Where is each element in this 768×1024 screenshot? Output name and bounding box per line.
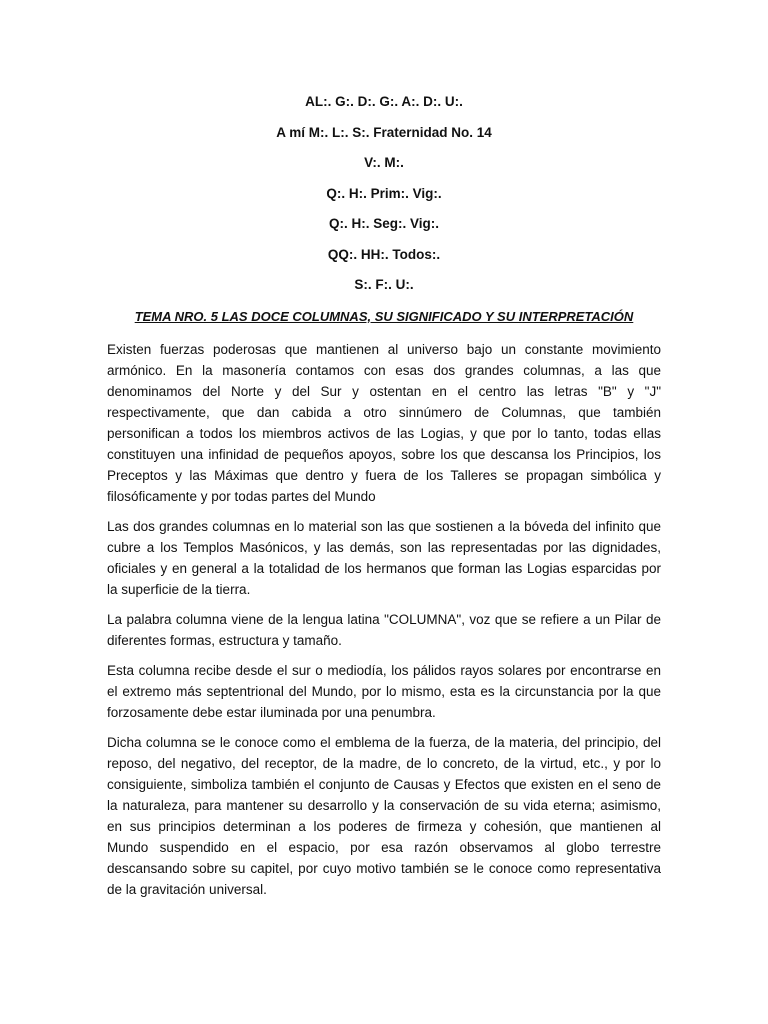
header-line-second-warden: Q:. H:. Seg:. Vig:.: [328, 216, 439, 231]
header-line-brethren: QQ:. HH:. Todos:.: [327, 246, 441, 262]
text-line: cubre a los Templos Masónicos, y las demás, son las representadas por las dignidades,: [107, 540, 661, 555]
salutation-header: [0, 92, 768, 306]
document-title: TEMA NRO. 5 LAS DOCE COLUMNAS, SU SIGNIFICADO Y SU INTERPRETACIÓN: [134, 309, 634, 324]
text-line: filosóficamente y por todas partes del Mundo: [107, 489, 376, 504]
text-line: la naturaleza, para mantener su desarrollo y la conservación de su vida eterna; asimismo,: [107, 798, 661, 813]
text-line: armónico. En la masonería contamos con esas dos grandes columnas, a las que: [107, 363, 661, 378]
paragraph: [107, 732, 661, 900]
text-line: constituyen una infinidad de pequeños apoyos, sobre los que descansa los Principios, los: [107, 447, 661, 462]
text-line: diferentes formas, estructura y tamaño.: [107, 633, 342, 648]
text-line: denominamos del Norte y del Sur y ostentan en el centro las letras "B" y "J": [107, 384, 661, 399]
document-body: [107, 339, 661, 909]
header-line-master: V:. M:.: [364, 155, 404, 170]
header-line-dedication: AL:. G:. D:. G:. A:. D:. U:.: [305, 94, 463, 109]
header-line-first-warden: Q:. H:. Prim:. Vig:.: [326, 185, 442, 201]
header-line-sfu: S:. F:. U:.: [354, 277, 414, 292]
text-line: de la gravitación universal.: [107, 882, 267, 897]
text-line: Mundo suspendido en el espacio, por esa razón observamos al globo terrestre: [107, 840, 661, 855]
text-line: Dicha columna se le conoce como el emblema de la fuerza, de la materia, del principio, del: [107, 735, 661, 750]
text-line: personifican a todos los miembros activos de las Logias, y que por lo tanto, todas ellas: [107, 426, 661, 441]
text-line: reposo, del negativo, del receptor, de la madre, de lo concreto, de la virtud, etc., y por lo: [107, 756, 661, 771]
text-line: en sus principios determinan a los poderes de firmeza y cohesión, que mantienen al: [107, 819, 661, 834]
header-line-lodge: A mí M:. L:. S:. Fraternidad No. 14: [276, 124, 492, 140]
text-line: descansando sobre su capitel, por cuyo motivo también se le conoce como representativa: [107, 861, 661, 876]
paragraph: [107, 660, 661, 723]
text-line: forzosamente debe estar iluminada por una penumbra.: [107, 705, 436, 720]
text-line: Preceptos y las Máximas que dentro y fuera de los Talleres se propagan simbólica y: [107, 468, 661, 483]
paragraph: [107, 339, 661, 507]
text-line: Esta columna recibe desde el sur o mediodía, los pálidos rayos solares por encontrarse en: [107, 663, 661, 678]
text-line: el extremo más septentrional del Mundo, por lo mismo, esta es la circunstancia por la que: [107, 684, 661, 699]
text-line: consiguiente, simboliza también el conjunto de Causas y Efectos que existen en el seno de: [107, 777, 661, 792]
text-line: La palabra columna viene de la lengua latina "COLUMNA", voz que se refiere a un Pilar de: [107, 612, 661, 627]
text-line: respectivamente, que dan cabida a otro sinnúmero de Columnas, que también: [107, 405, 661, 420]
text-line: Las dos grandes columnas en lo material son las que sostienen a la bóveda del infinito que: [107, 519, 661, 534]
text-line: oficiales y en general a la totalidad de los hermanos que forman las Logias esparcidas por: [107, 561, 661, 576]
paragraph: [107, 516, 661, 600]
text-line: la superficie de la tierra.: [107, 582, 251, 597]
paragraph: [107, 609, 661, 651]
text-line: Existen fuerzas poderosas que mantienen al universo bajo un constante movimiento: [107, 342, 661, 357]
